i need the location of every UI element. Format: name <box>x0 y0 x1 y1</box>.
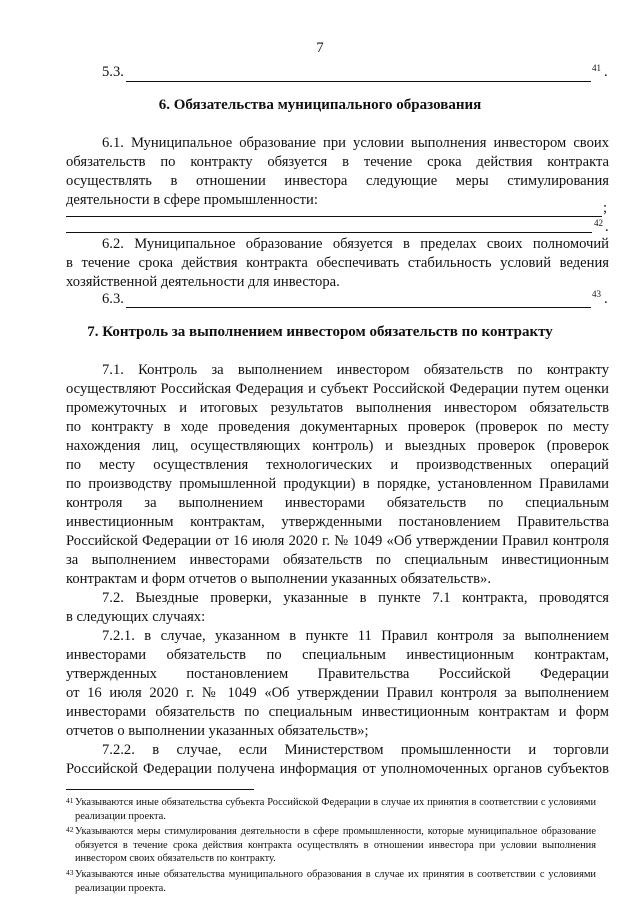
p721-line-3: утвержденных постановлением Правительства Российской Федерации <box>66 666 609 682</box>
p71-line-12: контрактам и форм отчетов о выполнении указанных обязательств». <box>66 571 491 587</box>
p61-blank-1-end: ; <box>603 200 608 216</box>
p71-line-6: по месту осуществления технологических и производственных операций <box>66 457 609 473</box>
p72-line-1: 7.2. Выездные проверки, указанные в пункте 7.1 контракта, проводятся <box>102 590 609 606</box>
p721-line-1: 7.2.1. в случае, указанном в пункте 11 Правил контроля за выполнением <box>102 628 609 644</box>
footnote-42-number: 42 <box>66 825 74 834</box>
item-5-3-footnote-ref: 41 <box>592 63 601 73</box>
footnote-43-text: Указываются иные обязательства муниципального образования в случае их принятия в соответствии с условиями реализации проекта. <box>75 869 596 894</box>
p61-blank-1 <box>66 216 602 217</box>
section-7-heading: 7. Контроль за выполнением инвестором обязательств по контракту <box>87 324 553 340</box>
footnote-43 <box>66 868 596 895</box>
p71-line-3: промежуточных и итоговых результатов выполнения инвестором обязательств <box>66 400 609 416</box>
footnote-43-number: 43 <box>66 868 74 877</box>
p71-line-4: по контракту в ходе проведения документарных проверок (проверок по месту <box>66 419 609 435</box>
footnote-42 <box>66 825 596 866</box>
footnote-42-text: Указываются меры стимулирования деятельности в сфере промышленности, которые муниципальное образование обязуется в течение срока действия контракта осуществлять в отношении инвестора при условии выполнения инвестором своих обязательств по контракту. <box>75 826 596 865</box>
p721-line-6: отчетов о выполнении указанных обязательств»; <box>66 723 369 739</box>
p71-line-2: осуществляют Российская Федерация и субъект Российской Федерации путем оценки <box>66 381 609 397</box>
p61-line-2: обязательств по контракту обязуется в течение срока действия контракта <box>66 154 609 170</box>
item-6-3-end: . <box>604 291 608 307</box>
p721-line-5: инвесторами обязательств по специальным инвестиционным контрактам и форм <box>66 704 609 720</box>
p71-line-5: нахождения лиц, осуществляющих контроль) и выездных проверок (проверок <box>66 438 609 454</box>
p61-line-3: осуществлять в отношении инвестора следующие меры стимулирования <box>66 173 609 189</box>
p61-footnote-ref: 42 <box>594 218 603 228</box>
item-6-3-label: 6.3. <box>102 291 124 307</box>
p71-line-1: 7.1. Контроль за выполнением инвестором обязательств по контракту <box>102 362 609 378</box>
footnote-41-number: 41 <box>66 796 74 805</box>
p62-line-3: хозяйственной деятельности для инвестора. <box>66 274 340 290</box>
p71-line-7: по производству промышленной продукции) в порядке, установленном Правилами <box>66 476 609 492</box>
footnote-separator <box>66 789 254 790</box>
p61-line-1: 6.1. Муниципальное образование при условии выполнения инвестором своих <box>102 135 609 151</box>
p722-line-1: 7.2.2. в случае, если Министерством промышленности и торговли <box>102 742 609 758</box>
p71-line-10: Российской Федерации от 16 июля 2020 г. № 1049 «Об утверждении Правил контроля <box>66 533 609 549</box>
p71-line-9: инвестиционным контрактам, утвержденными постановлением Правительства <box>66 514 609 530</box>
p721-line-4: от 16 июля 2020 г. № 1049 «Об утверждении Правил контроля за выполнением <box>66 685 609 701</box>
footnote-41 <box>66 796 596 823</box>
item-5-3-end: . <box>604 64 608 80</box>
p62-line-1: 6.2. Муниципальное образование обязуется в пределах своих полномочий <box>102 236 609 252</box>
footnote-41-text: Указываются иные обязательства субъекта Российской Федерации в случае их принятия в соответствии с условиями реализации проекта. <box>75 797 596 822</box>
p721-line-2: инвесторами обязательств по специальным инвестиционным контрактам, <box>66 647 609 663</box>
p61-line-4: деятельности в сфере промышленности: <box>66 192 318 208</box>
item-6-3-blank <box>126 307 591 308</box>
item-5-3-blank <box>126 81 591 82</box>
p71-line-11: за выполнением инвесторами обязательств по специальным инвестиционным <box>66 552 609 568</box>
page-number: 7 <box>316 40 324 56</box>
item-5-3-label: 5.3. <box>102 64 124 80</box>
p61-blank-2 <box>66 232 592 233</box>
p722-line-2: Российской Федерации получена информация от уполномоченных органов субъектов <box>66 761 609 777</box>
p61-blank-2-end: . <box>605 219 609 235</box>
section-6-heading: 6. Обязательства муниципального образования <box>158 97 482 113</box>
p71-line-8: контроля за выполнением инвесторами обязательств по специальным <box>66 495 609 511</box>
p62-line-2: в течение срока действия контракта обеспечивать стабильность условий ведения <box>66 255 609 271</box>
item-6-3-footnote-ref: 43 <box>592 289 601 299</box>
p72-line-2: в следующих случаях: <box>66 609 206 625</box>
